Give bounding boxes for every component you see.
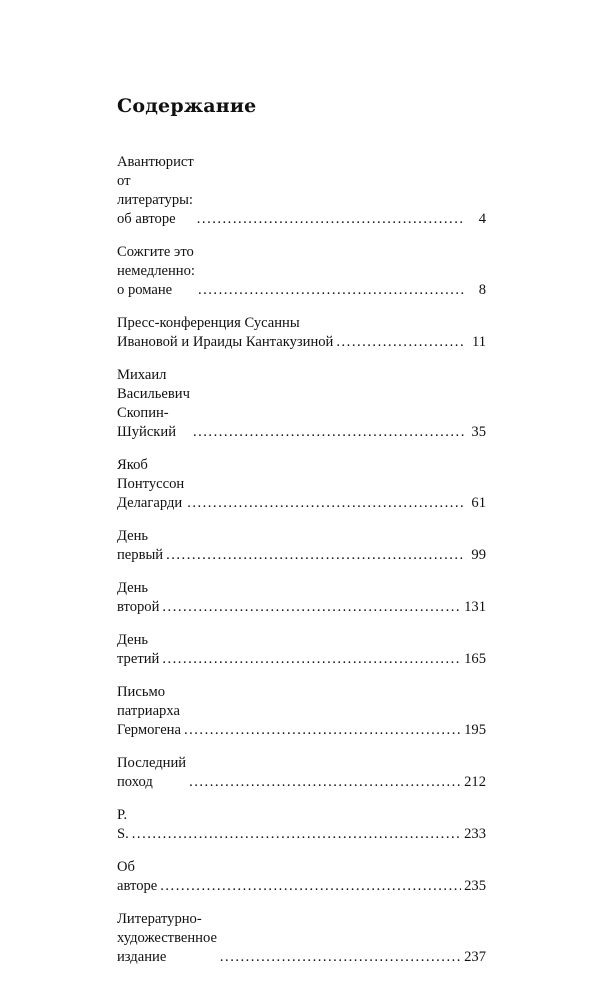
toc-entry xyxy=(117,806,486,844)
toc-entry-title: День третий xyxy=(117,632,160,667)
toc-entry xyxy=(117,858,486,896)
toc-entry-title: Об авторе xyxy=(117,859,158,894)
dot-leader xyxy=(220,948,461,967)
toc-entry-page: 8 xyxy=(478,282,486,298)
toc-entry xyxy=(117,243,486,300)
toc-entry-title-line: Пресс-конференция Сусанны xyxy=(117,315,300,331)
toc-entry-title: Последний поход xyxy=(117,755,187,790)
toc-entry-title: Литературно-художественное издание xyxy=(117,911,217,965)
toc-entry-page: 165 xyxy=(464,651,486,667)
dot-leader xyxy=(132,825,461,844)
page-title: Содержание xyxy=(117,95,257,117)
toc-entry-title: Сожгите это немедленно: о романе xyxy=(117,244,195,298)
dot-leader xyxy=(187,494,465,513)
toc-entry xyxy=(117,754,486,792)
toc-entry-page: 61 xyxy=(471,495,486,511)
dot-leader xyxy=(197,210,465,229)
dot-leader xyxy=(198,281,465,300)
toc-entry-title: День первый xyxy=(117,528,164,563)
toc-entry xyxy=(117,683,486,740)
toc-entry xyxy=(117,456,486,513)
toc-entry-page: 233 xyxy=(464,826,486,842)
toc-entry xyxy=(117,366,486,442)
toc-entry-title: Письмо патриарха Гермогена xyxy=(117,684,181,738)
toc-entry xyxy=(117,153,486,229)
toc-entry-title: Михаил Васильевич Скопин-Шуйский xyxy=(117,367,190,440)
dot-leader xyxy=(166,546,465,565)
toc-entry-page: 212 xyxy=(464,774,486,790)
toc-entry xyxy=(117,527,486,565)
dot-leader xyxy=(184,721,461,740)
toc-entry-page: 235 xyxy=(464,878,486,894)
toc-entry-page: 4 xyxy=(478,211,486,227)
dot-leader xyxy=(162,650,461,669)
toc-entry-page: 99 xyxy=(471,547,486,563)
dot-leader xyxy=(162,598,461,617)
toc-entry-page: 35 xyxy=(471,424,486,440)
dot-leader xyxy=(189,773,461,792)
toc-entry xyxy=(117,631,486,669)
dot-leader xyxy=(336,333,465,352)
toc-entry xyxy=(117,910,486,967)
toc-entry-title: P. S. xyxy=(117,807,129,842)
toc-entry-title-block xyxy=(117,314,333,352)
toc-entry-page: 195 xyxy=(464,722,486,738)
toc-entry-page: 131 xyxy=(464,599,486,615)
table-of-contents xyxy=(117,153,486,981)
toc-entry-title: Якоб Понтуссон Делагарди xyxy=(117,457,185,511)
toc-entry-page: 11 xyxy=(471,334,486,350)
toc-entry-page: 237 xyxy=(464,949,486,965)
toc-entry xyxy=(117,314,486,352)
dot-leader xyxy=(160,877,461,896)
toc-entry-title: День второй xyxy=(117,580,160,615)
dot-leader xyxy=(193,423,465,442)
toc-entry-title-line: Ивановой и Ираиды Кантакузиной xyxy=(117,334,334,350)
toc-entry-title: Авантюрист от литературы: об авторе xyxy=(117,154,194,227)
toc-entry xyxy=(117,579,486,617)
